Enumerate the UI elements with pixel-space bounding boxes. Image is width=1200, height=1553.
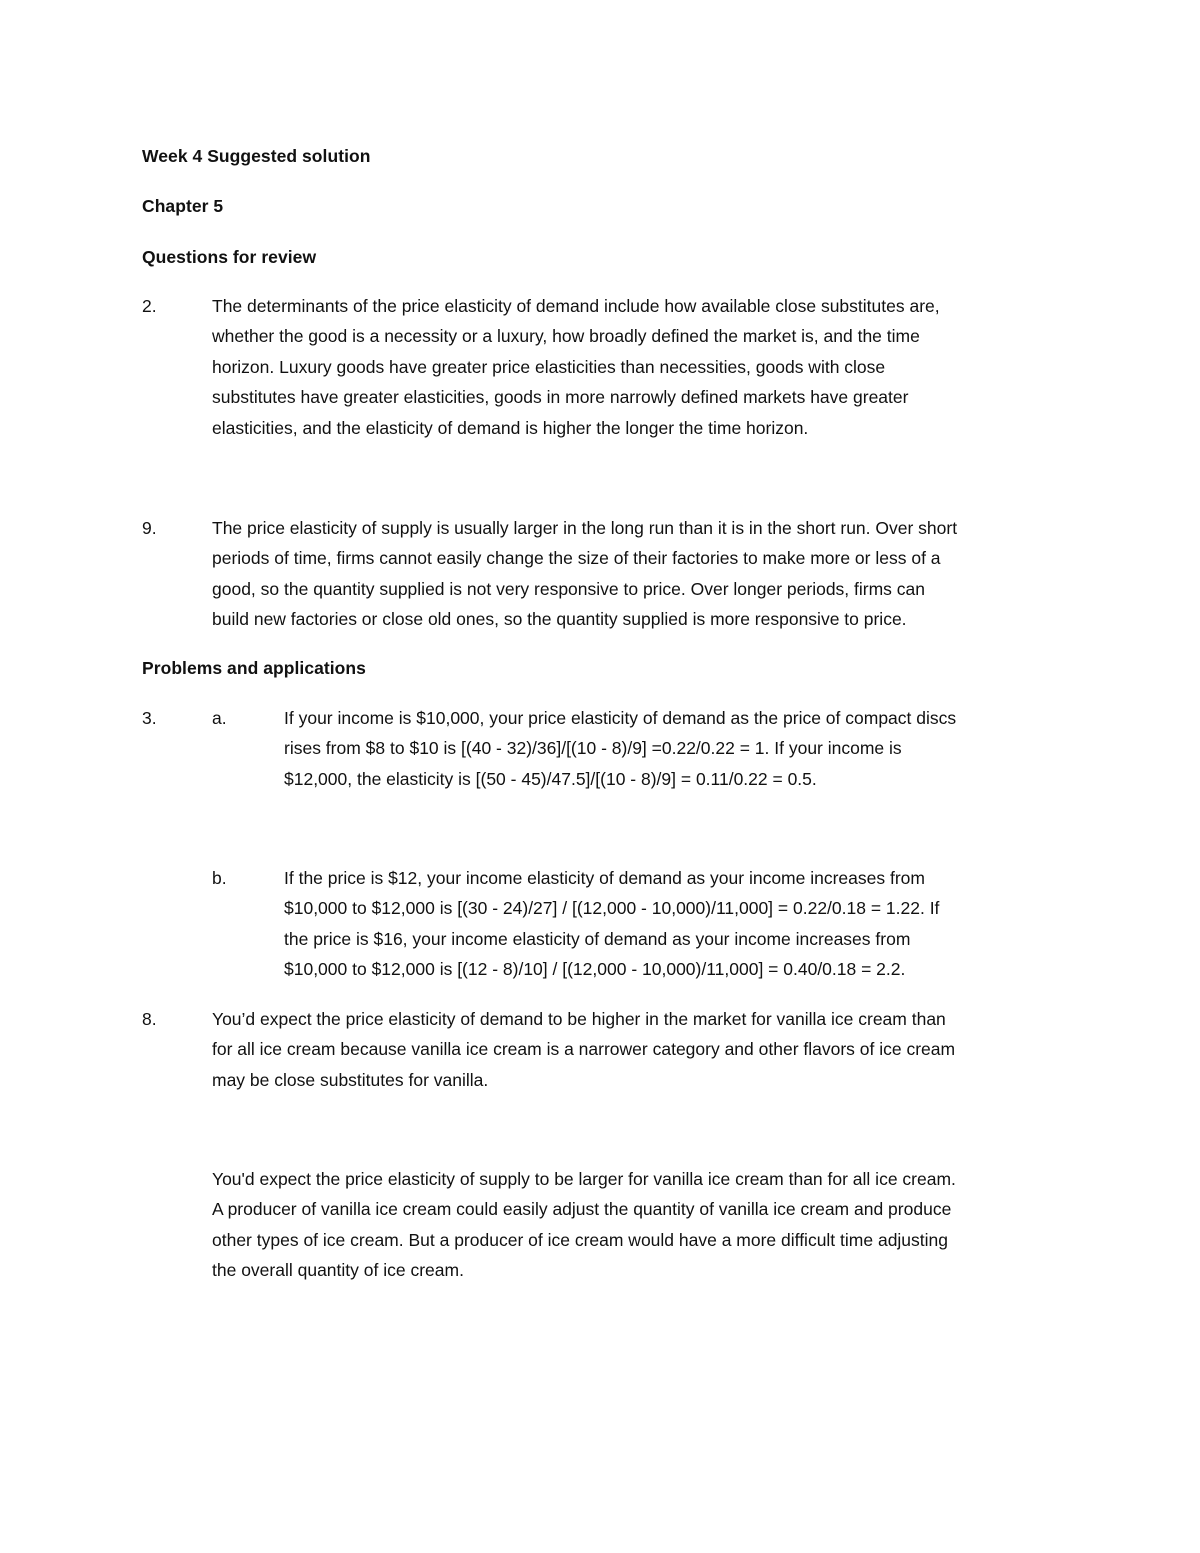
text-line: You’d expect the price elasticity of demand to be higher in the market for vanilla ice cream than [212, 1009, 946, 1029]
problem-8-answer-supply [212, 1164, 956, 1286]
document-title: Week 4 Suggested solution [142, 146, 371, 166]
text-line: horizon. Luxury goods have greater price elasticities than necessities, goods with close [212, 356, 886, 377]
text-line: other types of ice cream. But a producer of ice cream would have a more difficult time adjusting [212, 1229, 949, 1250]
text-line: The determinants of the price elasticity of demand include how available close substitutes are, [212, 296, 940, 316]
section-heading-review: Questions for review [142, 247, 317, 267]
question-number: 2. [142, 296, 157, 316]
text-line: substitutes have greater elasticities, goods in more narrowly defined markets have greater [212, 387, 909, 408]
sub-part-label: a. [212, 708, 227, 728]
text-line: good, so the quantity supplied is not very responsive to price. Over longer periods, firms can [212, 578, 926, 599]
sub-part-label: b. [212, 868, 227, 888]
text-line: $10,000 to $12,000 is [(12 - 8)/10] / [(12,000 - 10,000)/11,000] = 0.40/0.18 = 2.2. [284, 959, 906, 980]
text-line: $12,000, the elasticity is [(50 - 45)/47.5]/[(10 - 8)/9] = 0.11/0.22 = 0.5. [284, 768, 817, 789]
text-line: periods of time, firms cannot easily change the size of their factories to make more or less of a [212, 548, 941, 569]
text-line: elasticities, and the elasticity of demand is higher the longer the time horizon. [212, 417, 809, 438]
problem-number: 3. [142, 708, 157, 728]
text-line: whether the good is a necessity or a luxury, how broadly defined the market is, and the time [212, 326, 920, 347]
problem-number: 8. [142, 1009, 157, 1029]
text-line: A producer of vanilla ice cream could easily adjust the quantity of vanilla ice cream and produce [212, 1199, 952, 1220]
text-line: If the price is $12, your income elasticity of demand as your income increases from [284, 868, 925, 888]
problem-8-answer-demand [212, 1004, 955, 1095]
text-line: for all ice cream because vanilla ice cream is a narrower category and other flavors of ice cream [212, 1039, 956, 1060]
problem-3b-answer [284, 863, 939, 985]
question-number: 9. [142, 518, 157, 538]
text-line: If your income is $10,000, your price elasticity of demand as the price of compact discs [284, 708, 957, 728]
text-line: rises from $8 to $10 is [(40 - 32)/36]/[(10 - 8)/9] =0.22/0.22 = 1. If your income is [284, 738, 902, 759]
text-line: may be close substitutes for vanilla. [212, 1069, 489, 1090]
text-line: build new factories or close old ones, so the quantity supplied is more responsive to price. [212, 609, 907, 630]
text-line: $10,000 to $12,000 is [(30 - 24)/27] / [(12,000 - 10,000)/11,000] = 0.22/0.18 = 1.22. If [284, 898, 940, 919]
chapter-heading: Chapter 5 [142, 196, 224, 216]
text-line: The price elasticity of supply is usually larger in the long run than it is in the short run. Over short [212, 518, 958, 538]
text-line: the overall quantity of ice cream. [212, 1260, 464, 1281]
problem-3a-answer [284, 703, 956, 794]
question-2-answer [212, 291, 940, 443]
text-line: You'd expect the price elasticity of supply to be larger for vanilla ice cream than for all ice cream. [212, 1169, 956, 1189]
text-line: the price is $16, your income elasticity of demand as your income increases from [284, 928, 911, 949]
question-9-answer [212, 513, 957, 635]
section-heading-problems: Problems and applications [142, 658, 366, 678]
